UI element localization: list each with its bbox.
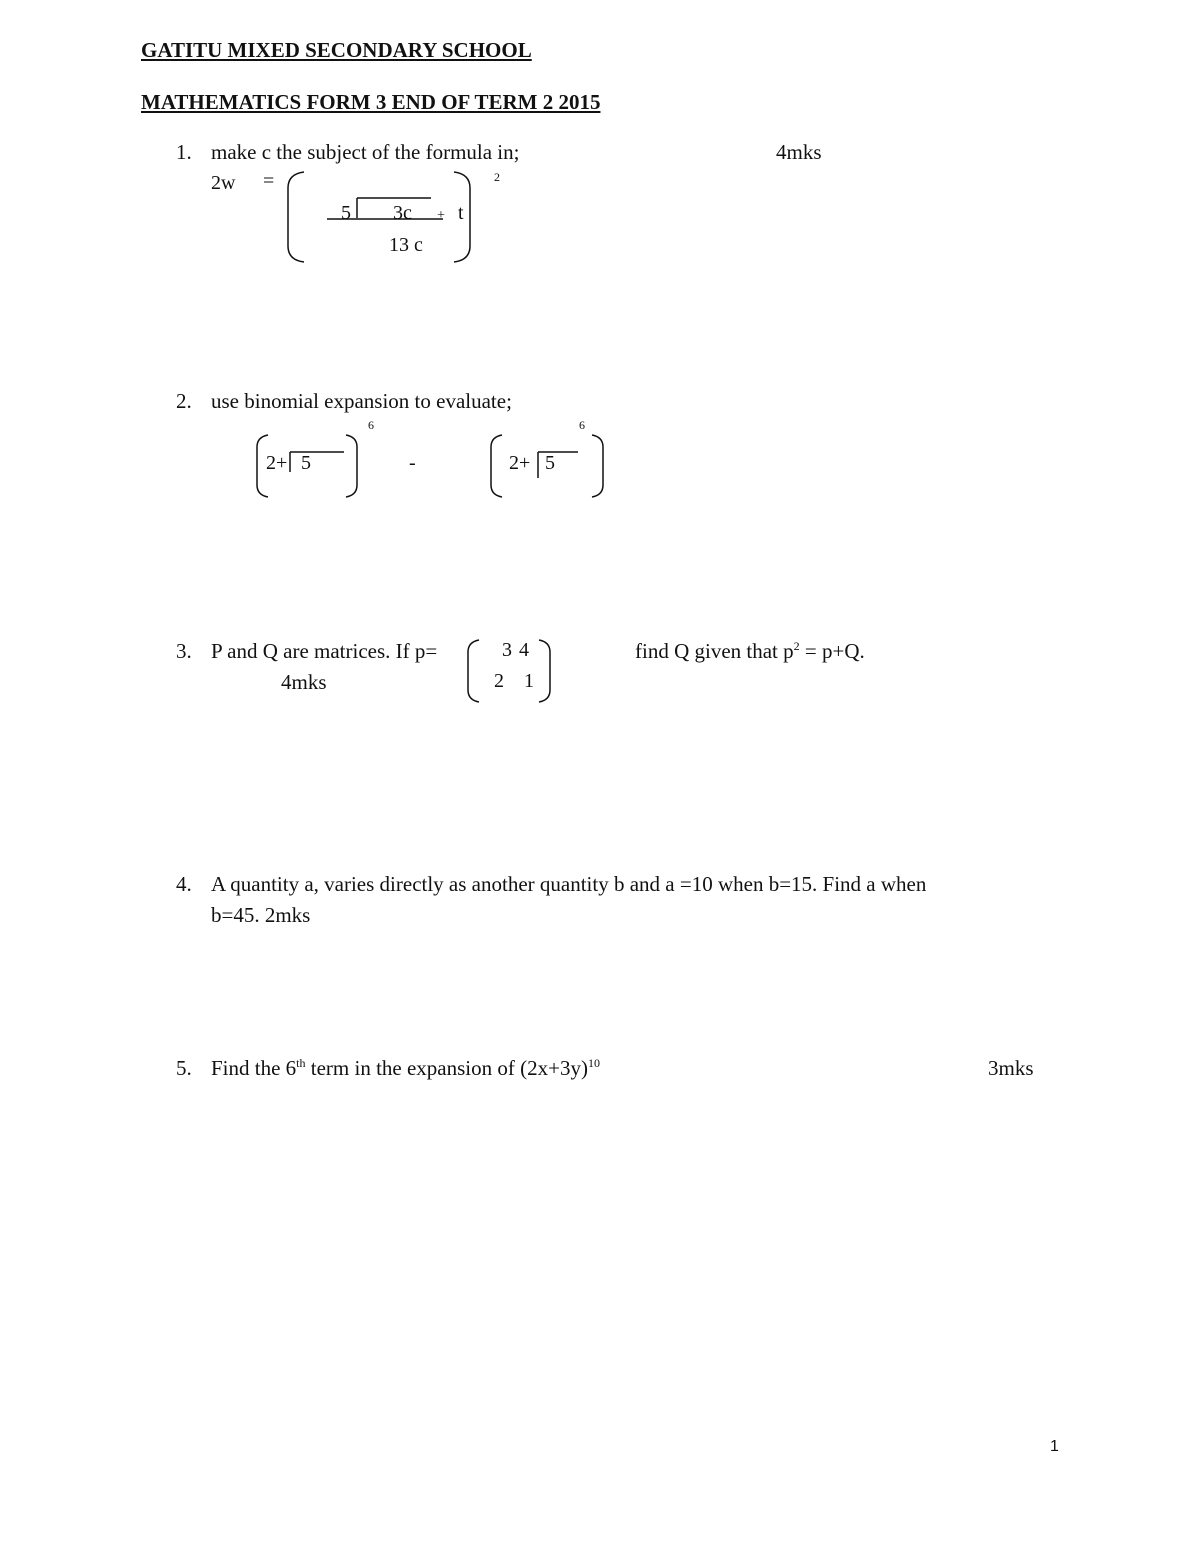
find-equation: = p+Q. xyxy=(799,639,865,663)
power-superscript: 2 xyxy=(793,639,800,653)
term2-base: 2+ xyxy=(509,452,531,474)
numerator-coefficient: 5 xyxy=(341,202,351,224)
question-text: make c the subject of the formula in; xyxy=(211,140,520,164)
plus-sign: + xyxy=(437,208,445,223)
question-text-line-1: A quantity a, varies directly as another quantity b and a =10 when b=15. Find a when xyxy=(211,872,927,896)
question-number: 1. xyxy=(176,140,192,164)
root-sign xyxy=(286,446,348,476)
fraction-bar-with-root xyxy=(325,194,450,226)
text-part-1: Find the 6 xyxy=(211,1056,297,1080)
text-part-2: term in the expansion of (2x+3y) xyxy=(305,1056,588,1080)
formula-lhs: 2w xyxy=(211,172,236,194)
question-number: 3. xyxy=(176,639,192,663)
root-sign xyxy=(534,446,584,482)
term1-base: 2+ xyxy=(266,452,288,474)
term2-radicand: 5 xyxy=(545,452,555,474)
page-number: 1 xyxy=(1050,1438,1059,1455)
exponent: 6 xyxy=(368,418,374,432)
exponent: 6 xyxy=(579,418,585,432)
question-text: P and Q are matrices. If p= xyxy=(211,639,438,663)
t-term: t xyxy=(458,202,464,224)
left-parenthesis xyxy=(488,433,508,499)
right-parenthesis xyxy=(342,433,362,499)
matrix-cell-21: 2 xyxy=(494,670,504,692)
root-term: 3c xyxy=(393,202,412,224)
find-text: find Q given that p xyxy=(635,639,794,663)
matrix-cell-12: 4 xyxy=(519,639,529,661)
question-number: 4. xyxy=(176,872,192,896)
denominator: 13 c xyxy=(389,234,423,256)
matrix-right-bracket xyxy=(535,638,555,704)
ordinal-superscript: th xyxy=(296,1056,306,1070)
marks-label: 4mks xyxy=(776,140,822,164)
question-number: 2. xyxy=(176,389,192,413)
term1-radicand: 5 xyxy=(301,452,311,474)
equals-sign: = xyxy=(263,170,275,192)
left-parenthesis xyxy=(284,170,310,264)
marks-label: 4mks xyxy=(281,670,327,694)
minus-sign: - xyxy=(409,452,416,474)
power-superscript: 10 xyxy=(587,1056,600,1070)
exam-title: MATHEMATICS FORM 3 END OF TERM 2 2015 xyxy=(141,90,601,114)
right-parenthesis xyxy=(588,433,608,499)
question-text: use binomial expansion to evaluate; xyxy=(211,389,512,413)
marks-label: 3mks xyxy=(988,1056,1034,1080)
matrix-cell-11: 3 xyxy=(502,639,512,661)
exponent: 2 xyxy=(494,170,500,184)
find-instruction xyxy=(635,639,865,664)
school-name: GATITU MIXED SECONDARY SCHOOL xyxy=(141,38,532,62)
matrix-cell-22: 1 xyxy=(524,670,534,692)
question-number: 5. xyxy=(176,1056,192,1080)
question-text-line-2: b=45. 2mks xyxy=(211,903,311,927)
question-text xyxy=(211,1056,600,1081)
matrix-left-bracket xyxy=(465,638,485,704)
